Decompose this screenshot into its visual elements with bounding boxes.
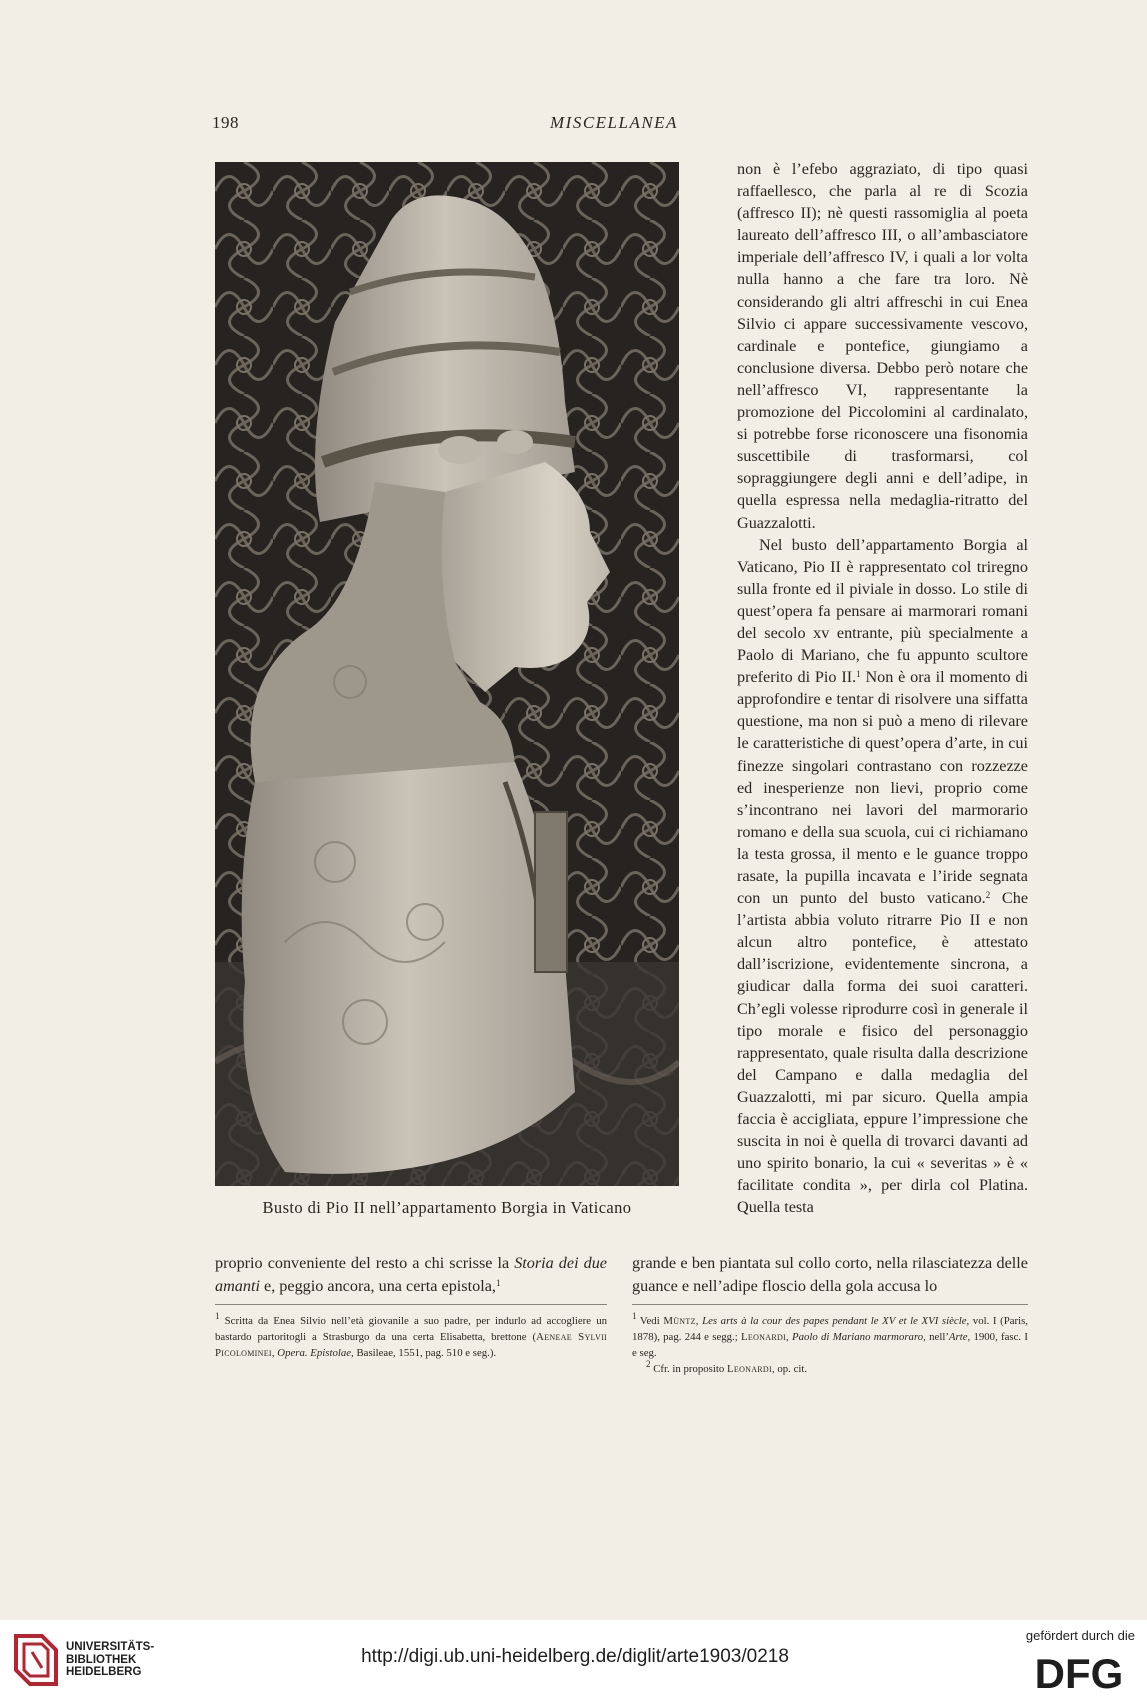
footnote-rule-right bbox=[632, 1304, 1028, 1305]
running-title: MISCELLANEA bbox=[550, 113, 678, 132]
footnote-rule-left bbox=[215, 1304, 607, 1305]
bust-image bbox=[215, 162, 679, 1186]
library-name: UNIVERSITÄTS- BIBLIOTHEK HEIDELBERG bbox=[66, 1641, 155, 1678]
svg-text:DFG: DFG bbox=[1034, 1650, 1124, 1692]
permalink-url[interactable]: http://digi.ub.uni-heidelberg.de/diglit/arte1903/0218 bbox=[361, 1646, 789, 1667]
page-number: 198 bbox=[212, 113, 239, 132]
footnotes-right bbox=[632, 1313, 1028, 1377]
paragraph-1: non è l’efebo aggraziato, di tipo quasi raffaellesco, che parla al re di Scozia (affresco II); nè questi rassomiglia al poeta laureato dell’affresco III, o all’ambasciatore imperiale dell’affresco IV, i quali a lor volta nulla hanno a che fare tra loro. Nè considerando gli altri affreschi in cui Enea Silvio ci appare successivamente vescovo, cardinale e pontefice, giungiamo a conclusione diversa. Debbo però notare che nell’affresco VI, rappresentante la promozione del Piccolomini al cardinalato, si potrebbe forse riconoscere una fisonomia suscettibile di trasformarsi, col sopraggiungere degli anni e dell’adipe, in quella espressa nella medaglia-ritratto del Guazzalotti. bbox=[737, 160, 1028, 532]
book-title: Storia dei due amanti bbox=[215, 1254, 607, 1295]
footnote-ref-left-1[interactable]: 1 bbox=[495, 1277, 501, 1288]
funding-label: gefördert durch die bbox=[1025, 1628, 1135, 1643]
footnote-ref-1[interactable]: 1 bbox=[856, 669, 861, 680]
footnote-ref-2[interactable]: 2 bbox=[985, 890, 991, 901]
footnote-1: $^1$ Vedi Müntz, Les arts à la cour des papes pendant le XV et le XVI siècle, vol. I (Paris, 1878), pag. 244 e segg.; Leonardi, Paolo di Mariano marmoraro, nell’Arte, 1900, fasc. I e seg. bbox=[632, 1311, 1029, 1359]
bottom-left-text: proprio conveniente del resto a chi scrisse la Storia dei due amanti e, peggio ancora, una certa epistola,$^1$ bbox=[215, 1254, 607, 1295]
paragraph-2: Nel busto dell’appartamento Borgia al Vaticano, Pio II è rappresentato col triregno sulla fronte ed il piviale in dosso. Lo stile di quest’opera fa pensare ai marmorari romani del secolo xv entrante, più specialmente a Paolo di Mariano, che fu appunto scultore preferito di Pio II.$^1$ Non è ora il momento di approfondire e tentar di risolvere una siffatta questione, ma non si può a meno di rilevare le caratteristiche di quest’opera d’arte, in cui finezze singolari contrastano con rozzezze ed inesperienze non lievi, proprio come s’incontrano nei lavori del marmorario romano e della sua scuola, cui ci richiamano la testa grossa, il mento e le guance troppo rasate, la pupilla incavata e l’iride segnata con un punto del busto vaticano.$^2$ Che l’artista abbia voluto ritrarre Pio II e non alcun altro pontefice, è attestato dall’iscrizione, evidentemente sincrona, a giudicar dalla forma dei suoi caratteri. Ch’egli volesse riprodurre così in generale il tipo morale e fisico del personaggio rappresentato, quale risulta dalla descrizione del Campano e dalla medaglia del Guazzalotti, mi par sicuro. Quella ampia faccia è accigliata, eppure l’impressione che suscita in noi è quella di trovarci davanti ad uno spirito bonario, la cui « severitas » è « facilitate condita », per dirla col Platina. Quella testa bbox=[737, 535, 1029, 1217]
bottom-right-text: grande e ben piantata sul collo corto, nella rilasciatezza delle guance e nell’adipe floscio della gola accusa lo bbox=[632, 1254, 1028, 1295]
right-column-text bbox=[737, 158, 1028, 1219]
footnote-2: $^2$ Cfr. in proposito Leonardi, op. cit. bbox=[646, 1359, 808, 1375]
dfg-logo-icon[interactable] bbox=[1024, 1648, 1134, 1692]
footnote-left: $^1$ Scritta da Enea Silvio nell’età giovanile a suo padre, per indurlo ad accogliere un bastardo partoritogli a Strasburgo da una certa Elisabetta, brettone (Aeneae Sylvii Picolominei, Opera. Epistolae, Basileae, 1551, pag. 510 e seg.). bbox=[215, 1311, 607, 1359]
bust-photograph bbox=[215, 162, 679, 1186]
ub-heidelberg-logo-icon[interactable] bbox=[12, 1630, 60, 1690]
figure-caption: Busto di Pio II nell’appartamento Borgia in Vaticano bbox=[262, 1198, 632, 1217]
